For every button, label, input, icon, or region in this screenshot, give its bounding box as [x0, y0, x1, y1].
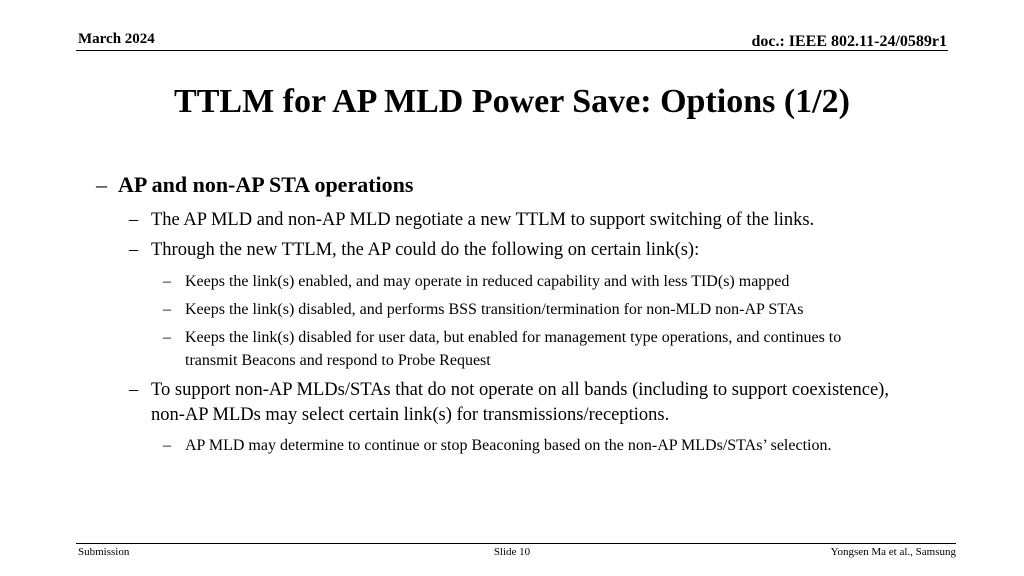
dash-marker: – [129, 380, 139, 400]
header-doc-id: doc.: IEEE 802.11-24/0589r1 [751, 33, 947, 50]
dash-marker: – [163, 329, 171, 346]
dash-marker: – [163, 437, 171, 454]
bullet-level1 [129, 238, 921, 263]
bullet-level2 [163, 326, 885, 372]
bullet-text: Keeps the link(s) disabled for user data, but enabled for management type operations, and continues to transmit Beacons and respond to Probe Request [185, 329, 842, 369]
bullet-level1 [129, 208, 921, 233]
footer-divider [76, 543, 956, 544]
bullet-level2 [163, 434, 905, 457]
dash-marker: – [96, 172, 107, 197]
footer-authors: Yongsen Ma et al., Samsung [830, 546, 956, 558]
bullet-level2 [163, 298, 945, 321]
bullet-text: Keeps the link(s) disabled, and performs BSS transition/termination for non-MLD non-AP STAs [185, 301, 804, 318]
dash-marker: – [163, 273, 171, 290]
dash-marker: – [129, 240, 139, 260]
bullet-level1 [129, 378, 911, 428]
header-date: March 2024 [78, 31, 155, 47]
bullet-text: AP MLD may determine to continue or stop Beaconing based on the non-AP MLDs/STAs’ selection. [185, 437, 832, 454]
bullet-level0 [96, 172, 414, 198]
bullet-level2 [163, 270, 945, 293]
dash-marker: – [163, 301, 171, 318]
bullet-text: Through the new TTLM, the AP could do the following on certain link(s): [151, 240, 700, 260]
bullet-text: To support non-AP MLDs/STAs that do not operate on all bands (including to support coexistence), non-AP MLDs may select certain link(s) for transmissions/receptions. [151, 380, 889, 425]
footer-slide-number: Slide 10 [493, 546, 531, 558]
bullet-text: The AP MLD and non-AP MLD negotiate a new TTLM to support switching of the links. [151, 210, 815, 230]
dash-marker: – [129, 210, 139, 230]
header-divider [76, 50, 948, 51]
footer-submission: Submission [78, 546, 130, 558]
slide-title: TTLM for AP MLD Power Save: Options (1/2) [174, 83, 850, 120]
bullet-text: AP and non-AP STA operations [118, 172, 414, 197]
bullet-text: Keeps the link(s) enabled, and may operate in reduced capability and with less TID(s) mapped [185, 273, 790, 290]
